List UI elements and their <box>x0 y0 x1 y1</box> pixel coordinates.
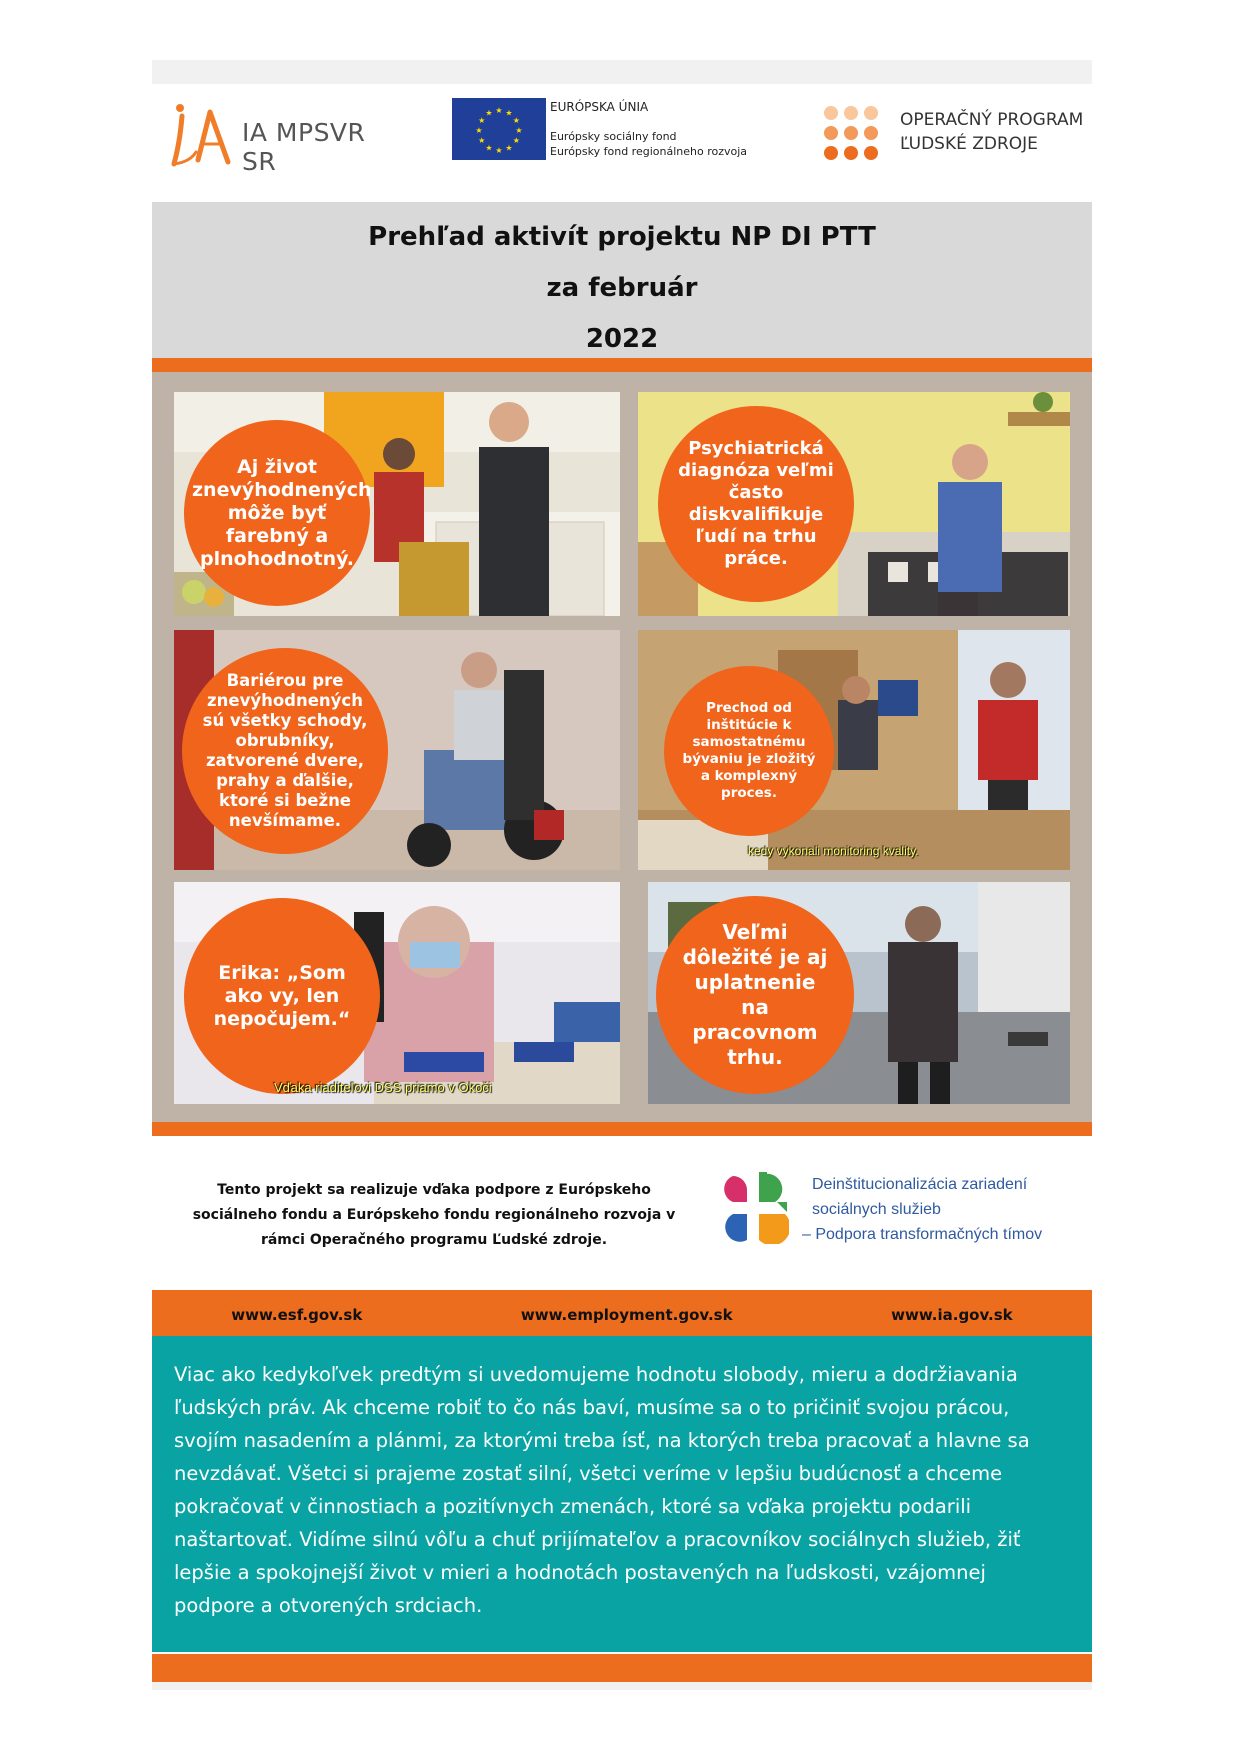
eu-title: EURÓPSKA ÚNIA <box>550 100 649 114</box>
ia-name: IA MPSVR SR <box>242 118 366 176</box>
video-caption-5: Vďaka riaditeľovi DSS priamo v Okoči <box>274 1080 492 1095</box>
photo-tile-street <box>648 882 1070 1104</box>
eu-star: ★ <box>512 136 520 145</box>
funding-line-2: sociálneho fondu a Európskeho fondu regionálneho rozvoja v <box>192 1207 676 1223</box>
photo-tile-bedroom <box>638 392 1070 616</box>
title-line-3: 2022 <box>585 324 659 354</box>
eu-star: ★ <box>495 146 503 155</box>
link-employment[interactable]: www.employment.gov.sk <box>520 1306 733 1324</box>
funding-line-3: rámci Operačného programu Ľudské zdroje. <box>260 1232 608 1248</box>
photo-tile-kitchen <box>174 392 620 616</box>
bubble-5 <box>184 898 380 1094</box>
di-logo-icon <box>717 1172 789 1244</box>
eu-star: ★ <box>495 106 503 115</box>
title-line-1: Prehľad aktivít projektu NP DI PTT <box>368 222 876 252</box>
bubble-6-text: Veľmi dôležité je aj uplatnenie na pracovnom trhu. <box>682 920 828 1069</box>
photo-tile-sewing <box>174 882 620 1104</box>
bubble-6 <box>656 896 854 1094</box>
eu-fund-line-1: Európsky sociálny fond <box>550 130 677 143</box>
support-section <box>152 1136 1092 1290</box>
photo-tile-wheelchair <box>174 630 620 870</box>
operational-program-logo <box>822 104 1092 164</box>
title-line-2: za február <box>546 273 698 303</box>
link-ia[interactable]: www.ia.gov.sk <box>891 1306 1013 1324</box>
spacer <box>152 178 1092 202</box>
bubble-3-text: Bariérou pre znevýhodnených sú všetky schody, obrubníky, zatvorené dvere, prahy a ďalšie, ktoré si bežne nevšímame. <box>202 671 368 830</box>
top-band <box>152 60 1092 84</box>
di-line-3: – Podpora transformačných tímov <box>802 1226 1043 1243</box>
op-dots-icon <box>822 104 882 164</box>
bubble-1-text: Aj život znevýhodnených môže byť farebný a plnohodnotný. <box>192 455 372 570</box>
poster-sheet <box>152 60 1092 1690</box>
funding-statement <box>174 1178 694 1253</box>
logo-row <box>152 84 1092 178</box>
eu-star: ★ <box>485 143 493 153</box>
ia-mpsvr-logo <box>170 102 400 176</box>
eu-fund-line-2: Európsky fond regionálneho rozvoja <box>550 145 748 158</box>
di-line-1: Deinštitucionalizácia zariadení <box>812 1176 1028 1193</box>
eu-star: ★ <box>475 126 483 135</box>
op-line-2: ĽUDSKÉ ZDROJE <box>900 134 1038 154</box>
photo-tile-computer <box>638 630 1070 870</box>
di-line-2: sociálnych služieb <box>812 1201 941 1218</box>
funding-line-1: Tento projekt sa realizuje vďaka podpore z Európskeho <box>217 1182 651 1198</box>
bubble-5-text: Erika: „Som ako vy, len nepočujem.“ <box>213 961 351 1030</box>
eu-star: ★ <box>505 108 513 118</box>
bubble-1 <box>184 420 370 606</box>
eu-star: ★ <box>505 143 513 153</box>
video-caption-4: kedy vykonali monitoring kvality. <box>748 844 919 858</box>
message-box <box>152 1336 1092 1652</box>
web-links-bar <box>152 1290 1092 1336</box>
orange-divider-2 <box>152 1122 1092 1136</box>
ia-logo-icon <box>170 102 240 168</box>
message-text: Viac ako kedykoľvek predtým si uvedomujeme hodnotu slobody, mieru a dodržiavania ľudských práv. Ak chceme robiť to čo nás baví, musíme sa o to pričiniť svojou prácou, svojím nasadením a plánmi, za ktorými treba ísť, na ktorých treba pracovať a hlavne sa nevzdávať. Všetci si prajeme zostať silní, všetci veríme v lepšiu budúcnosť a chceme pokračovať v činnostiach a pozitívnych zmenách, ktoré sa vďaka projektu podarili naštartovať. Vidíme silnú vôľu a chuť prijímateľov a pracovníkov sociálnych služieb, žiť lepšie a spokojnejší život v mieri a hodnotách postavených na ľudskosti, vzájomnej podpore a otvorených srdciach. <box>174 1363 1030 1617</box>
bubble-4 <box>664 666 834 836</box>
bubble-2-text: Psychiatrická diagnóza veľmi často diskvalifikuje ľudí na trhu práce. <box>678 438 834 569</box>
photo-collage <box>152 372 1092 1122</box>
bubble-3 <box>182 648 388 854</box>
orange-footer-bar <box>152 1652 1092 1682</box>
di-text <box>802 1172 1043 1247</box>
bottom-band <box>152 1682 1092 1690</box>
op-text <box>900 108 1083 156</box>
eu-flag-icon <box>452 98 546 160</box>
eu-star: ★ <box>515 126 523 135</box>
bubble-2 <box>658 406 854 602</box>
title-box <box>152 202 1092 358</box>
eu-star: ★ <box>478 136 486 145</box>
eu-star: ★ <box>512 116 520 125</box>
eu-logo <box>452 98 782 162</box>
eu-star: ★ <box>478 116 486 125</box>
op-line-1: OPERAČNÝ PROGRAM <box>900 110 1084 130</box>
bubble-4-text: Prechod od inštitúcie k samostatnému bývaniu je zložitý a komplexný proces. <box>682 700 816 801</box>
eu-star: ★ <box>485 108 493 118</box>
link-esf[interactable]: www.esf.gov.sk <box>231 1306 363 1324</box>
deinstitutionalization-logo <box>717 1172 1092 1252</box>
